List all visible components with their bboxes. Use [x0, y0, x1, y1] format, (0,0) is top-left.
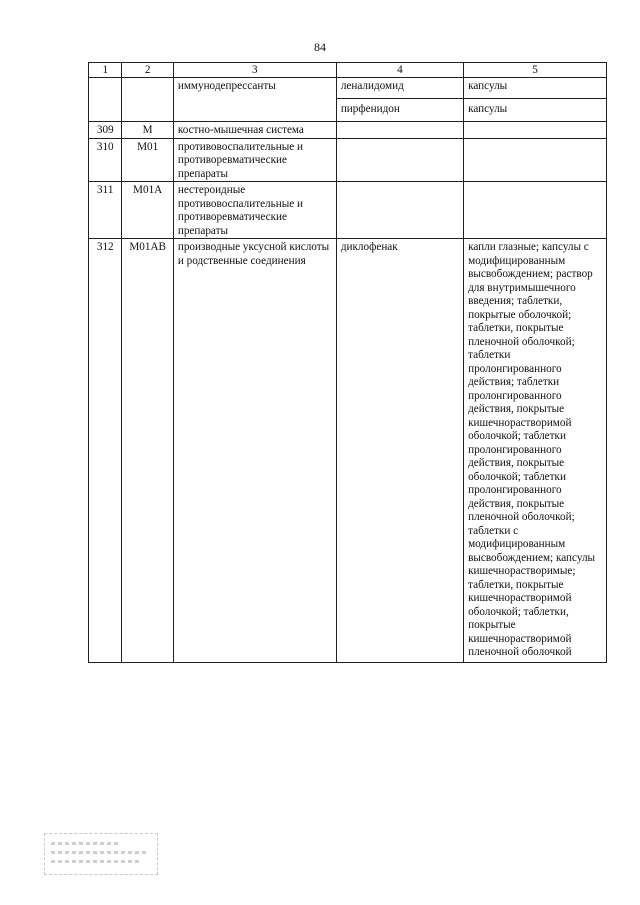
row-number: 309 — [89, 122, 122, 139]
group-name: иммунодепрессанты — [173, 78, 336, 122]
drug-name: пирфенидон — [336, 99, 463, 122]
table-row — [89, 182, 607, 239]
atc-code: M01AB — [122, 239, 173, 663]
dosage-form: капсулы — [464, 78, 607, 99]
stamp-line — [51, 842, 121, 845]
medicines-table — [88, 62, 607, 663]
column-header-3: 3 — [173, 63, 336, 78]
dosage-form — [464, 138, 607, 182]
dosage-form: капсулы — [464, 99, 607, 122]
group-name: костно-мышечная система — [173, 122, 336, 139]
faded-stamp — [44, 833, 158, 875]
page-number: 84 — [314, 40, 326, 54]
atc-code: M — [122, 122, 173, 139]
atc-code — [122, 78, 173, 122]
column-header-1: 1 — [89, 63, 122, 78]
drug-name: леналидомид — [336, 78, 463, 99]
drug-name — [336, 138, 463, 182]
row-number — [89, 78, 122, 122]
column-header-5: 5 — [464, 63, 607, 78]
row-number: 311 — [89, 182, 122, 239]
atc-code: M01A — [122, 182, 173, 239]
stamp-line — [51, 860, 141, 863]
row-number: 310 — [89, 138, 122, 182]
table-row — [89, 78, 607, 99]
dosage-form — [464, 122, 607, 139]
table-header-row — [89, 63, 607, 78]
stamp-line — [51, 851, 149, 854]
drug-name — [336, 122, 463, 139]
dosage-form: капли глазные; капсулы с модифицированным высвобождением; раствор для внутримышечного введения; таблетки, покрытые оболочкой; таблетки, покрытые пленочной оболочкой; таблетки пролонгированного действия; таблетки пролонгированного действия, покрытые кишечнорастворимой оболочкой; таблетки пролонгированного действия, покрытые оболочкой; таблетки пролонгированного действия, покрытые пленочной оболочкой; таблетки с модифицированным высвобождением; капсулы кишечнорастворимые; таблетки, покрытые кишечнорастворимой оболочкой; таблетки, покрытые кишечнорастворимой пленочной оболочкой — [464, 239, 607, 663]
dosage-form — [464, 182, 607, 239]
column-header-2: 2 — [122, 63, 173, 78]
atc-code: M01 — [122, 138, 173, 182]
group-name: производные уксусной кислоты и родственные соединения — [173, 239, 336, 663]
table-row — [89, 138, 607, 182]
group-name: противовоспалительные и противоревматические препараты — [173, 138, 336, 182]
column-header-4: 4 — [336, 63, 463, 78]
table-row — [89, 239, 607, 663]
drug-name: диклофенак — [336, 239, 463, 663]
group-name: нестероидные противовоспалительные и противоревматические препараты — [173, 182, 336, 239]
row-number: 312 — [89, 239, 122, 663]
table-row — [89, 122, 607, 139]
drug-name — [336, 182, 463, 239]
